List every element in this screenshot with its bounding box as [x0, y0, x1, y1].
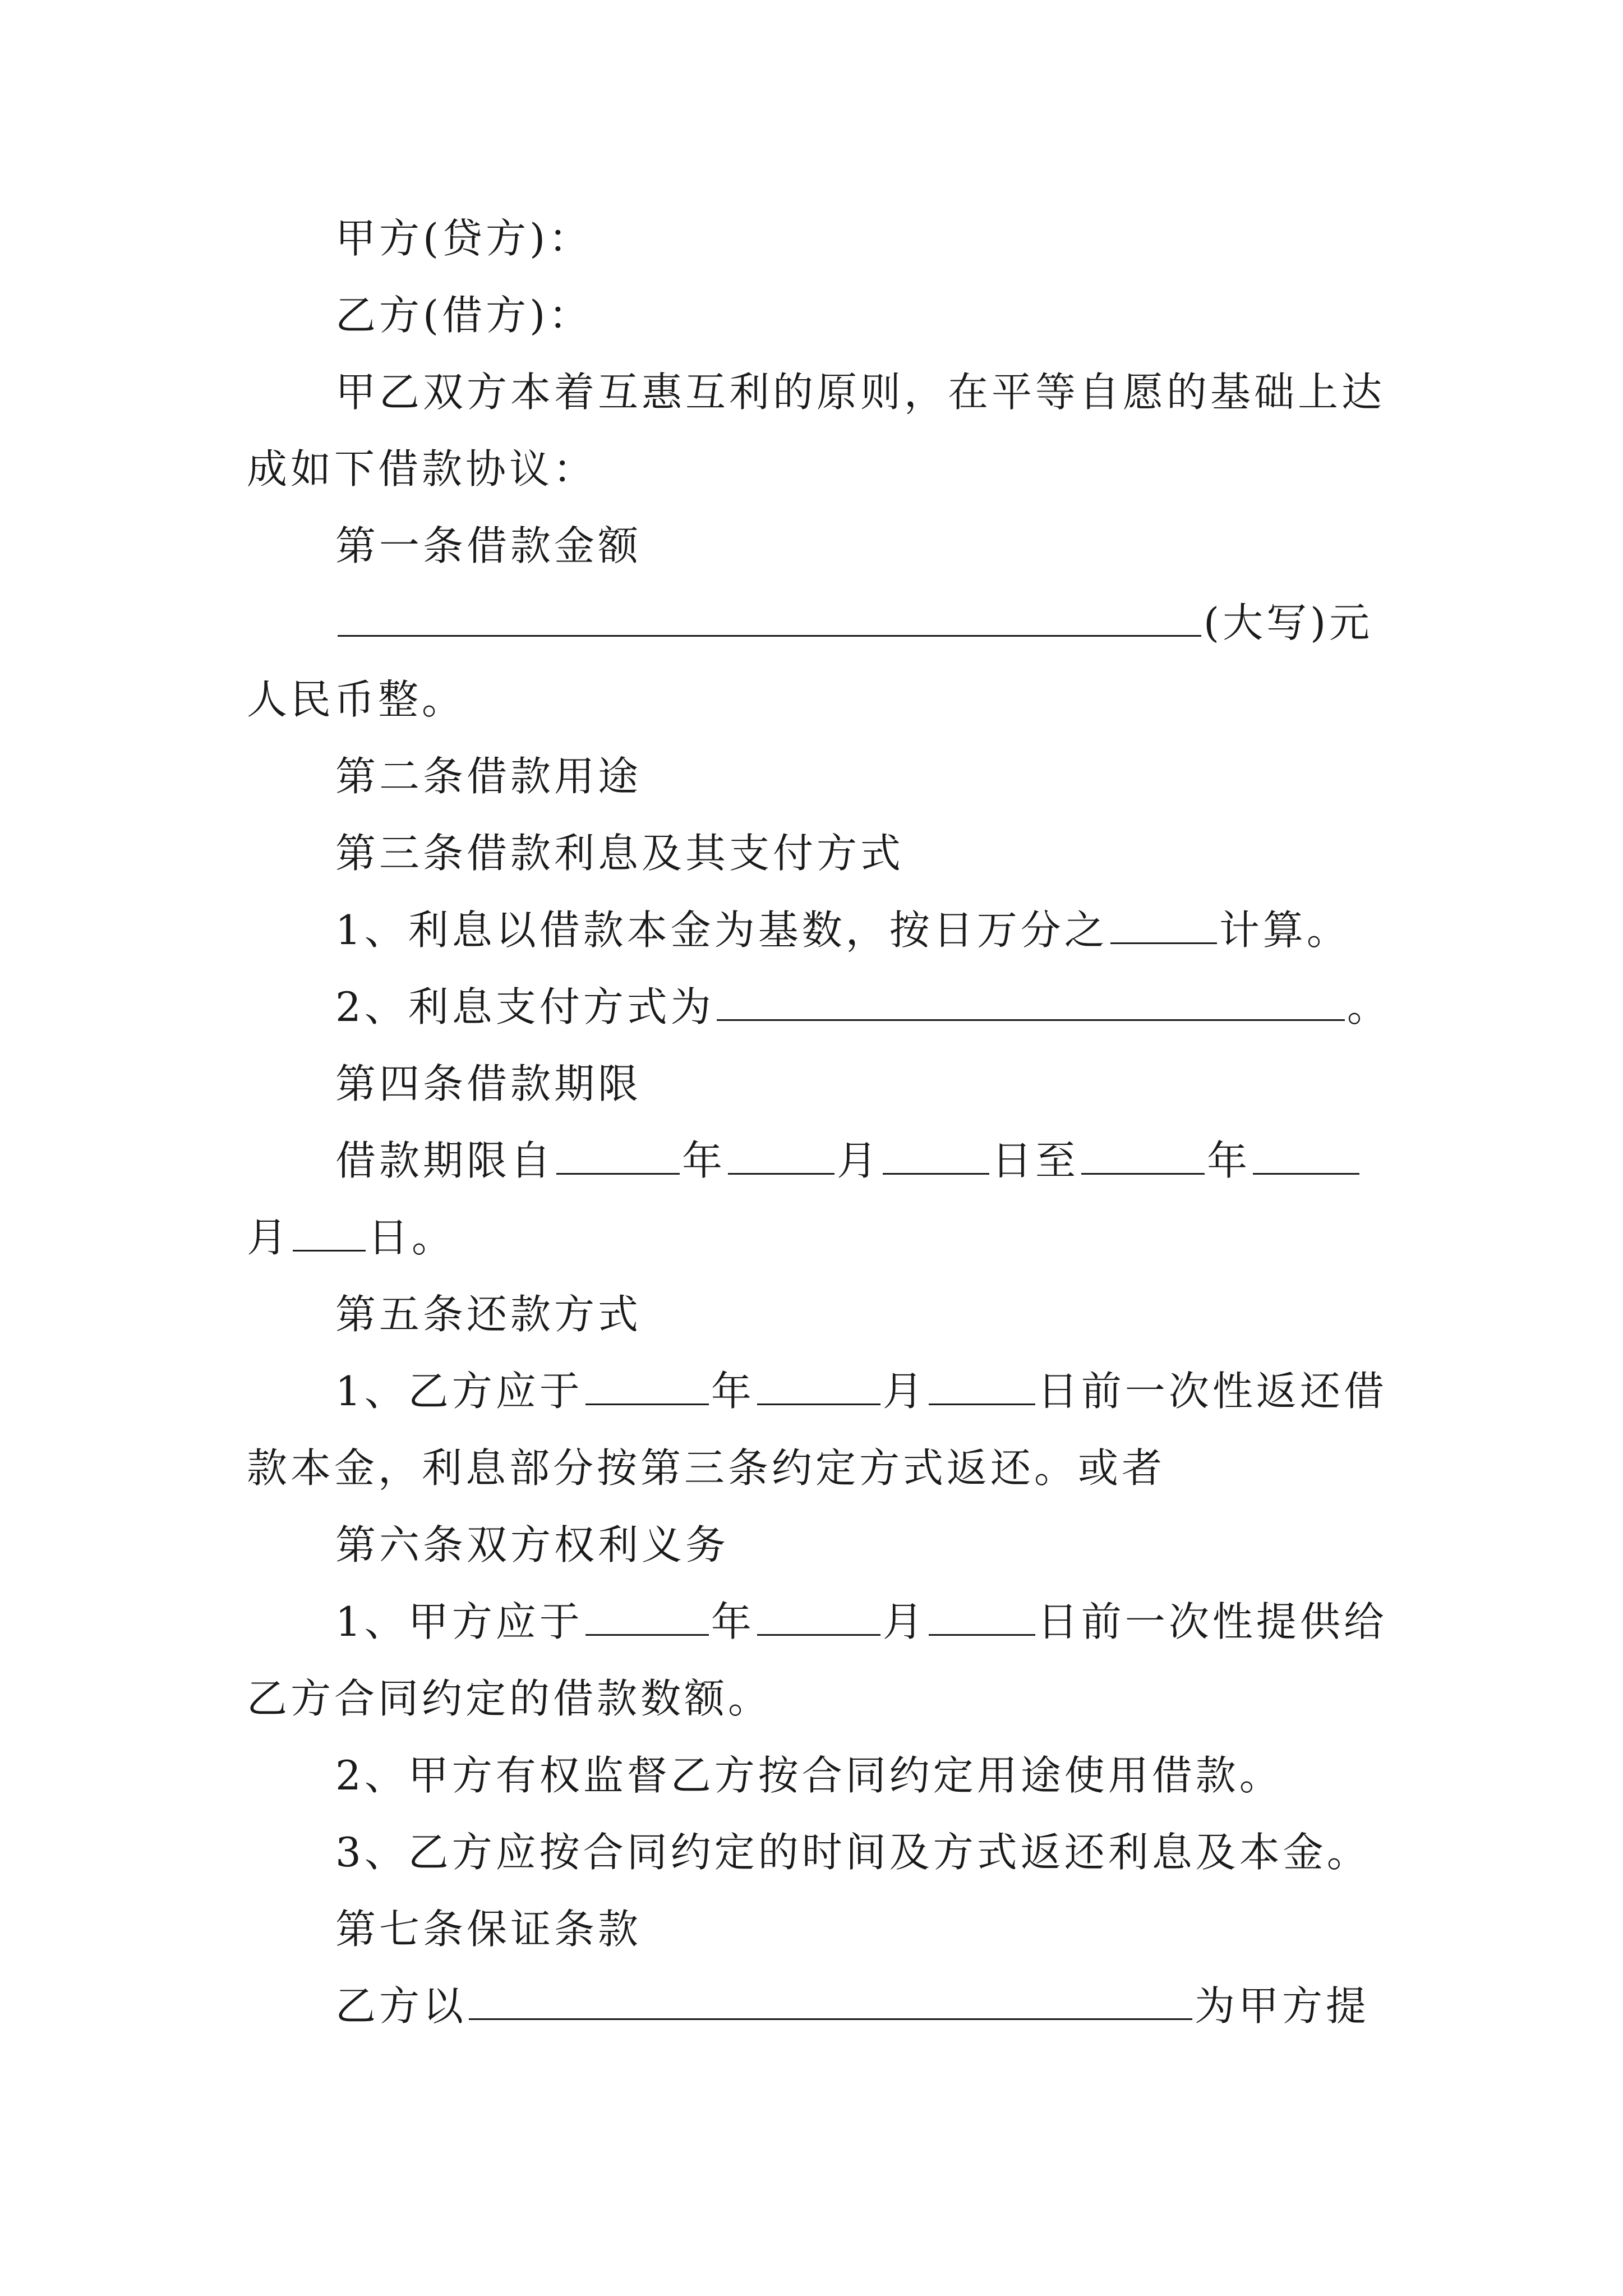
lender-obligation-line-2 [247, 1673, 772, 1724]
article-6-heading [335, 1520, 729, 1570]
article-5-heading [335, 1289, 642, 1340]
repayment-line [335, 1366, 1387, 1416]
guarantee-line [335, 1981, 1370, 2031]
repay-day-blank[interactable] [929, 1368, 1035, 1405]
text: 第六条双方权利义务 [335, 1521, 730, 1568]
text: 第四条借款期限 [335, 1060, 642, 1107]
text: 年 [711, 1368, 755, 1415]
repay-year-blank[interactable] [585, 1368, 709, 1405]
text: 款本金，利息部分按第三条约定方式返还。或者 [247, 1444, 1166, 1492]
text: 月 [247, 1214, 291, 1261]
text: 成如下借款协议： [247, 445, 597, 493]
text: 年 [682, 1137, 726, 1184]
text: 1、乙方应于 [335, 1368, 583, 1415]
text: 1、甲方应于 [335, 1598, 583, 1645]
end-year-blank[interactable] [1081, 1137, 1205, 1175]
preamble-line-1 [335, 367, 1385, 417]
lender-obligation-line [335, 1596, 1387, 1647]
text: 年 [1207, 1137, 1251, 1184]
text: 2、利息支付方式为 [335, 983, 714, 1030]
repay-month-blank[interactable] [757, 1368, 880, 1405]
text: 日前一次性返还借 [1037, 1368, 1387, 1415]
amount-blank[interactable] [338, 599, 1201, 637]
text: 。 [1347, 983, 1391, 1030]
text: 甲方(贷方)： [335, 215, 593, 262]
start-day-blank[interactable] [883, 1137, 989, 1175]
text: 借款期限自 [335, 1137, 555, 1184]
text: 甲乙双方本着互惠互利的原则，在平等自愿的基础上达 [335, 369, 1386, 416]
interest-rate-line [335, 905, 1350, 955]
text: 第一条借款金额 [335, 522, 642, 569]
text: (大写)元 [1204, 599, 1373, 646]
amount-line [335, 597, 1373, 648]
party-a-label [335, 213, 592, 264]
article-1-heading [335, 521, 642, 571]
end-day-blank[interactable] [293, 1214, 366, 1251]
text: 日至 [992, 1137, 1080, 1184]
article-7-heading [335, 1904, 642, 1954]
text: 3、乙方应按合同约定的时间及方式返还利息及本金。 [335, 1829, 1371, 1876]
text: 年 [711, 1598, 755, 1645]
text: 乙方以 [335, 1982, 467, 2030]
preamble-line-2 [247, 444, 597, 494]
article-2-heading [335, 751, 642, 802]
text: 第七条保证条款 [335, 1906, 642, 1953]
party-b-label [335, 290, 592, 341]
provide-month-blank[interactable] [757, 1598, 880, 1636]
text: 乙方合同约定的借款数额。 [247, 1675, 772, 1722]
text: 月 [837, 1137, 881, 1184]
term-line-2 [247, 1212, 455, 1263]
interest-payment-blank[interactable] [717, 983, 1345, 1021]
end-month-blank[interactable] [1253, 1137, 1359, 1175]
text: 第二条借款用途 [335, 753, 642, 800]
text: 日。 [368, 1214, 456, 1261]
text: 1、利息以借款本金为基数，按日万分之 [335, 907, 1108, 954]
text: 乙方(借方)： [335, 292, 593, 339]
text: 2、甲方有权监督乙方按合同约定用途使用借款。 [335, 1752, 1283, 1799]
provide-day-blank[interactable] [929, 1598, 1035, 1636]
start-year-blank[interactable] [556, 1137, 680, 1175]
text: 计算。 [1219, 907, 1350, 954]
amount-line-2 [247, 674, 465, 725]
text: 人民币整。 [247, 676, 466, 723]
article-4-heading [335, 1059, 642, 1109]
provide-year-blank[interactable] [585, 1598, 709, 1636]
text: 月 [882, 1368, 926, 1415]
text: 月 [882, 1598, 926, 1645]
guarantee-blank[interactable] [469, 1982, 1192, 2020]
start-month-blank[interactable] [728, 1137, 834, 1175]
interest-rate-blank[interactable] [1110, 907, 1217, 944]
text: 为甲方提 [1195, 1982, 1370, 2030]
text: 日前一次性提供给 [1037, 1598, 1387, 1645]
text: 第五条还款方式 [335, 1291, 642, 1338]
borrower-obligation-line [335, 1827, 1371, 1878]
article-3-heading [335, 828, 904, 878]
repayment-line-2 [247, 1443, 1165, 1493]
term-line [335, 1135, 1362, 1186]
interest-payment-line [335, 982, 1391, 1032]
text: 第三条借款利息及其支付方式 [335, 830, 905, 877]
lender-right-line [335, 1750, 1283, 1801]
